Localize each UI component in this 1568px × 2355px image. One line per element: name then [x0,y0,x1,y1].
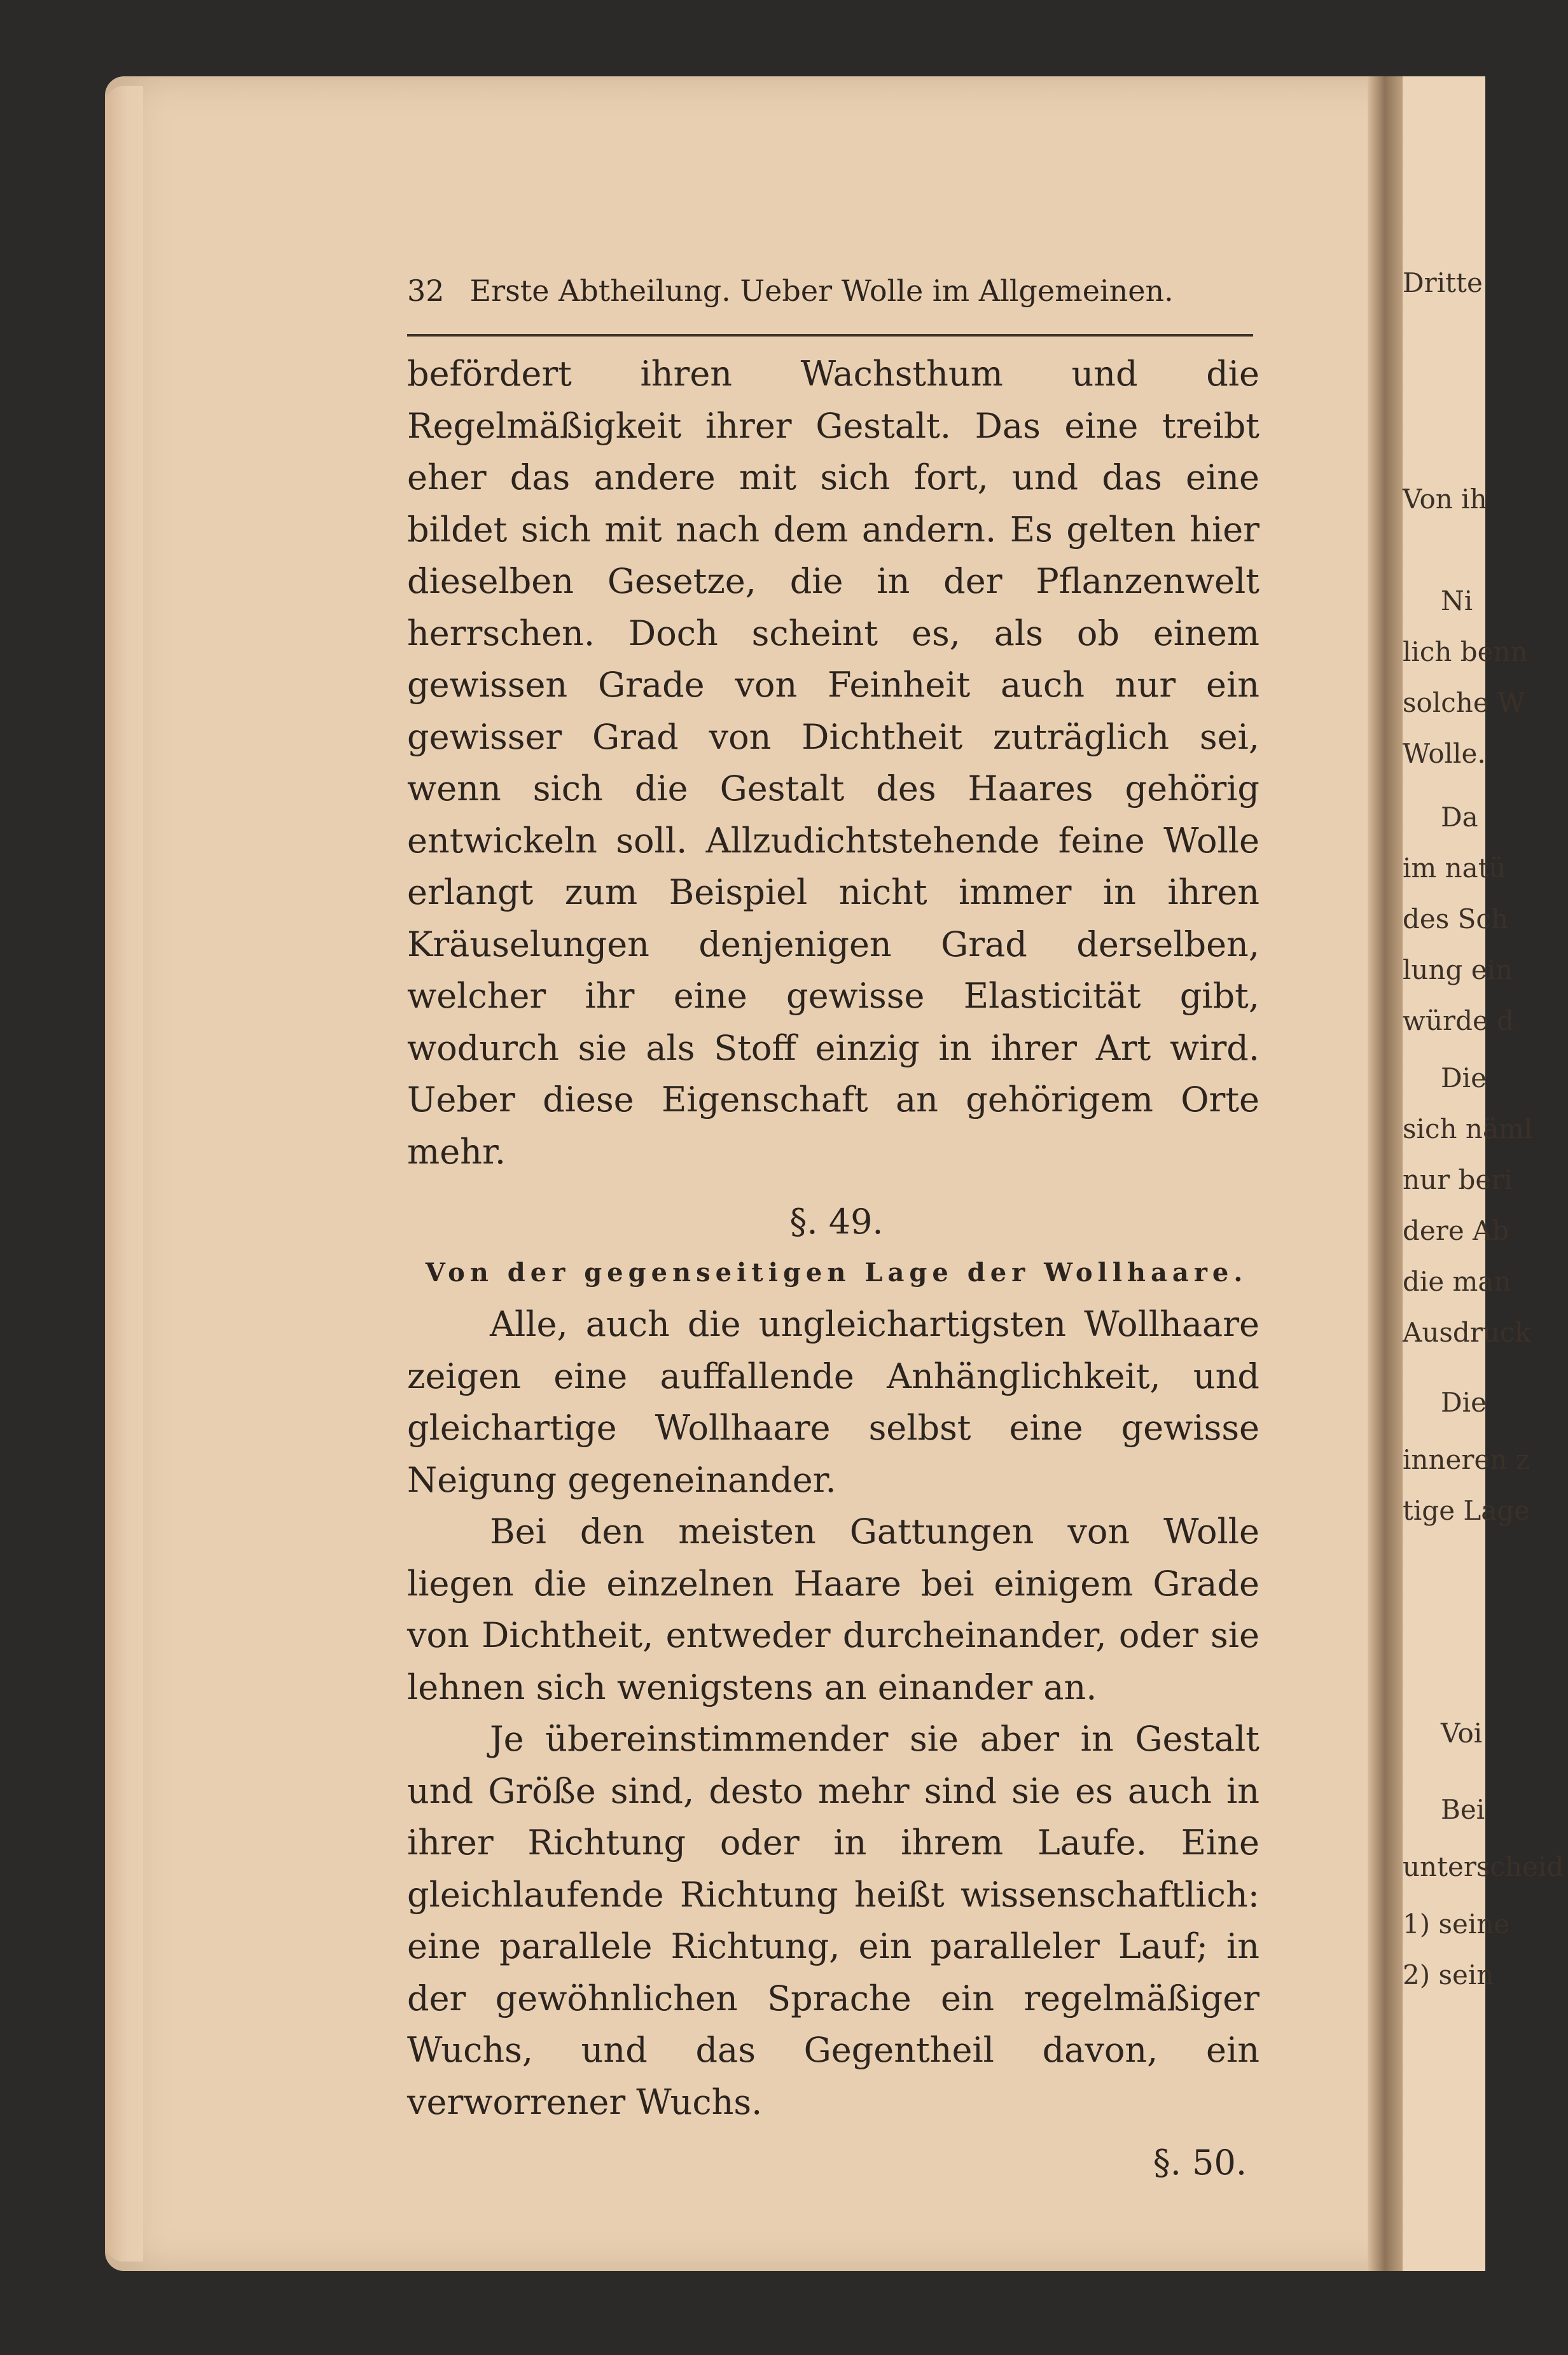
next-page-line: des Sch [1403,903,1508,934]
next-page-fragment [1403,76,1564,2271]
next-page-line: tige Lage [1403,1495,1530,1526]
next-page-line: Von ih [1403,483,1487,515]
printed-page [407,274,1266,2192]
next-page-line: Voi [1441,1718,1483,1749]
next-page-line: solche W [1403,687,1525,718]
next-page-line: 1) seine [1403,1908,1510,1940]
page-edge-stack [105,86,143,2261]
next-page-line: Die [1441,1062,1487,1094]
book-gutter [1368,76,1406,2271]
next-page-line: unterscheid [1403,1851,1564,1882]
next-page-line: Da [1441,802,1478,833]
running-head [407,274,1266,318]
next-page-line: Dritte [1403,267,1483,298]
paragraph: Bei den meisten Gattungen von Wolle liegen die einzelnen Haare bei einigem Grade von Dichtheit, entweder durcheinander, oder sie lehnen sich wenigstens an einander an. [407,1511,1259,1707]
next-page-line: lung ein [1403,954,1513,985]
next-page-line: inneren z [1403,1444,1530,1475]
paragraph: Alle, auch die ungleichartigsten Wollhaare zeigen eine auffallende Anhänglichkeit, und gleichartige Wollhaare selbst eine gewisse Neigung gegeneinander. [407,1304,1259,1500]
section-number: §. 49. [789,1202,884,1242]
paragraph-continued: befördert ihren Wachsthum und die Regelmäßigkeit ihrer Gestalt. Das eine treibt eher das andere mit sich fort, und das eine bildet sich mit nach dem andern. Es gelten hier dieselben Gesetze, die in der Pflanzenwelt herrschen. Doch scheint es, als ob einem gewissen Grade von Feinheit auch nur ein gewisser Grad von Dichtheit zuträglich sei, wenn sich die Gestalt des Haares gehörig entwickeln soll. Allzudichtstehende feine Wolle erlangt zum Beispiel nicht immer in ihren Kräuselungen denjenigen Grad derselben, welcher ihr eine gewisse Elasticität gibt, wodurch sie als Stoff einzig in ihrer Art wird. Ueber diese Eigenschaft an gehörigem Orte mehr. [407,354,1259,1172]
next-page-line: Ni [1441,585,1473,616]
next-page-line: Bei [1441,1794,1485,1825]
next-page-line: dere Ab [1403,1215,1509,1246]
next-page-line: würde d [1403,1005,1515,1036]
next-page-line: Wolle. [1403,738,1486,769]
next-page-line: lich benn [1403,636,1528,667]
paragraph: Je übereinstimmender sie aber in Gestalt und Größe sind, desto mehr sind sie es auch in ihrer Richtung oder in ihrem Laufe. Eine gleichlaufende Richtung heißt wissenschaftlich: eine parallele Richtung, ein paralleler Lauf; in der gewöhnlichen Sprache ein regelmäßiger Wuchs, und das Gegentheil davon, ein verworrener Wuchs. [407,1719,1259,2122]
header-rule [407,334,1253,337]
catchword: §. 50. [1153,2143,1247,2183]
next-page-line: sich näml [1403,1113,1533,1144]
next-page-line: die man [1403,1266,1511,1297]
next-page-line: Die [1441,1387,1487,1418]
next-page-line: 2) sein [1403,1959,1494,1990]
next-page-line: im natü [1403,852,1506,884]
section-title: Von der gegenseitigen Lage der Wollhaare. [425,1258,1248,1288]
page-number: 32 [407,274,445,308]
next-page-line: nur beri [1403,1164,1513,1195]
next-page-line: Ausdruck [1403,1317,1531,1348]
running-head-title: Erste Abtheilung. Ueber Wolle im Allgemeinen. [469,274,1174,308]
